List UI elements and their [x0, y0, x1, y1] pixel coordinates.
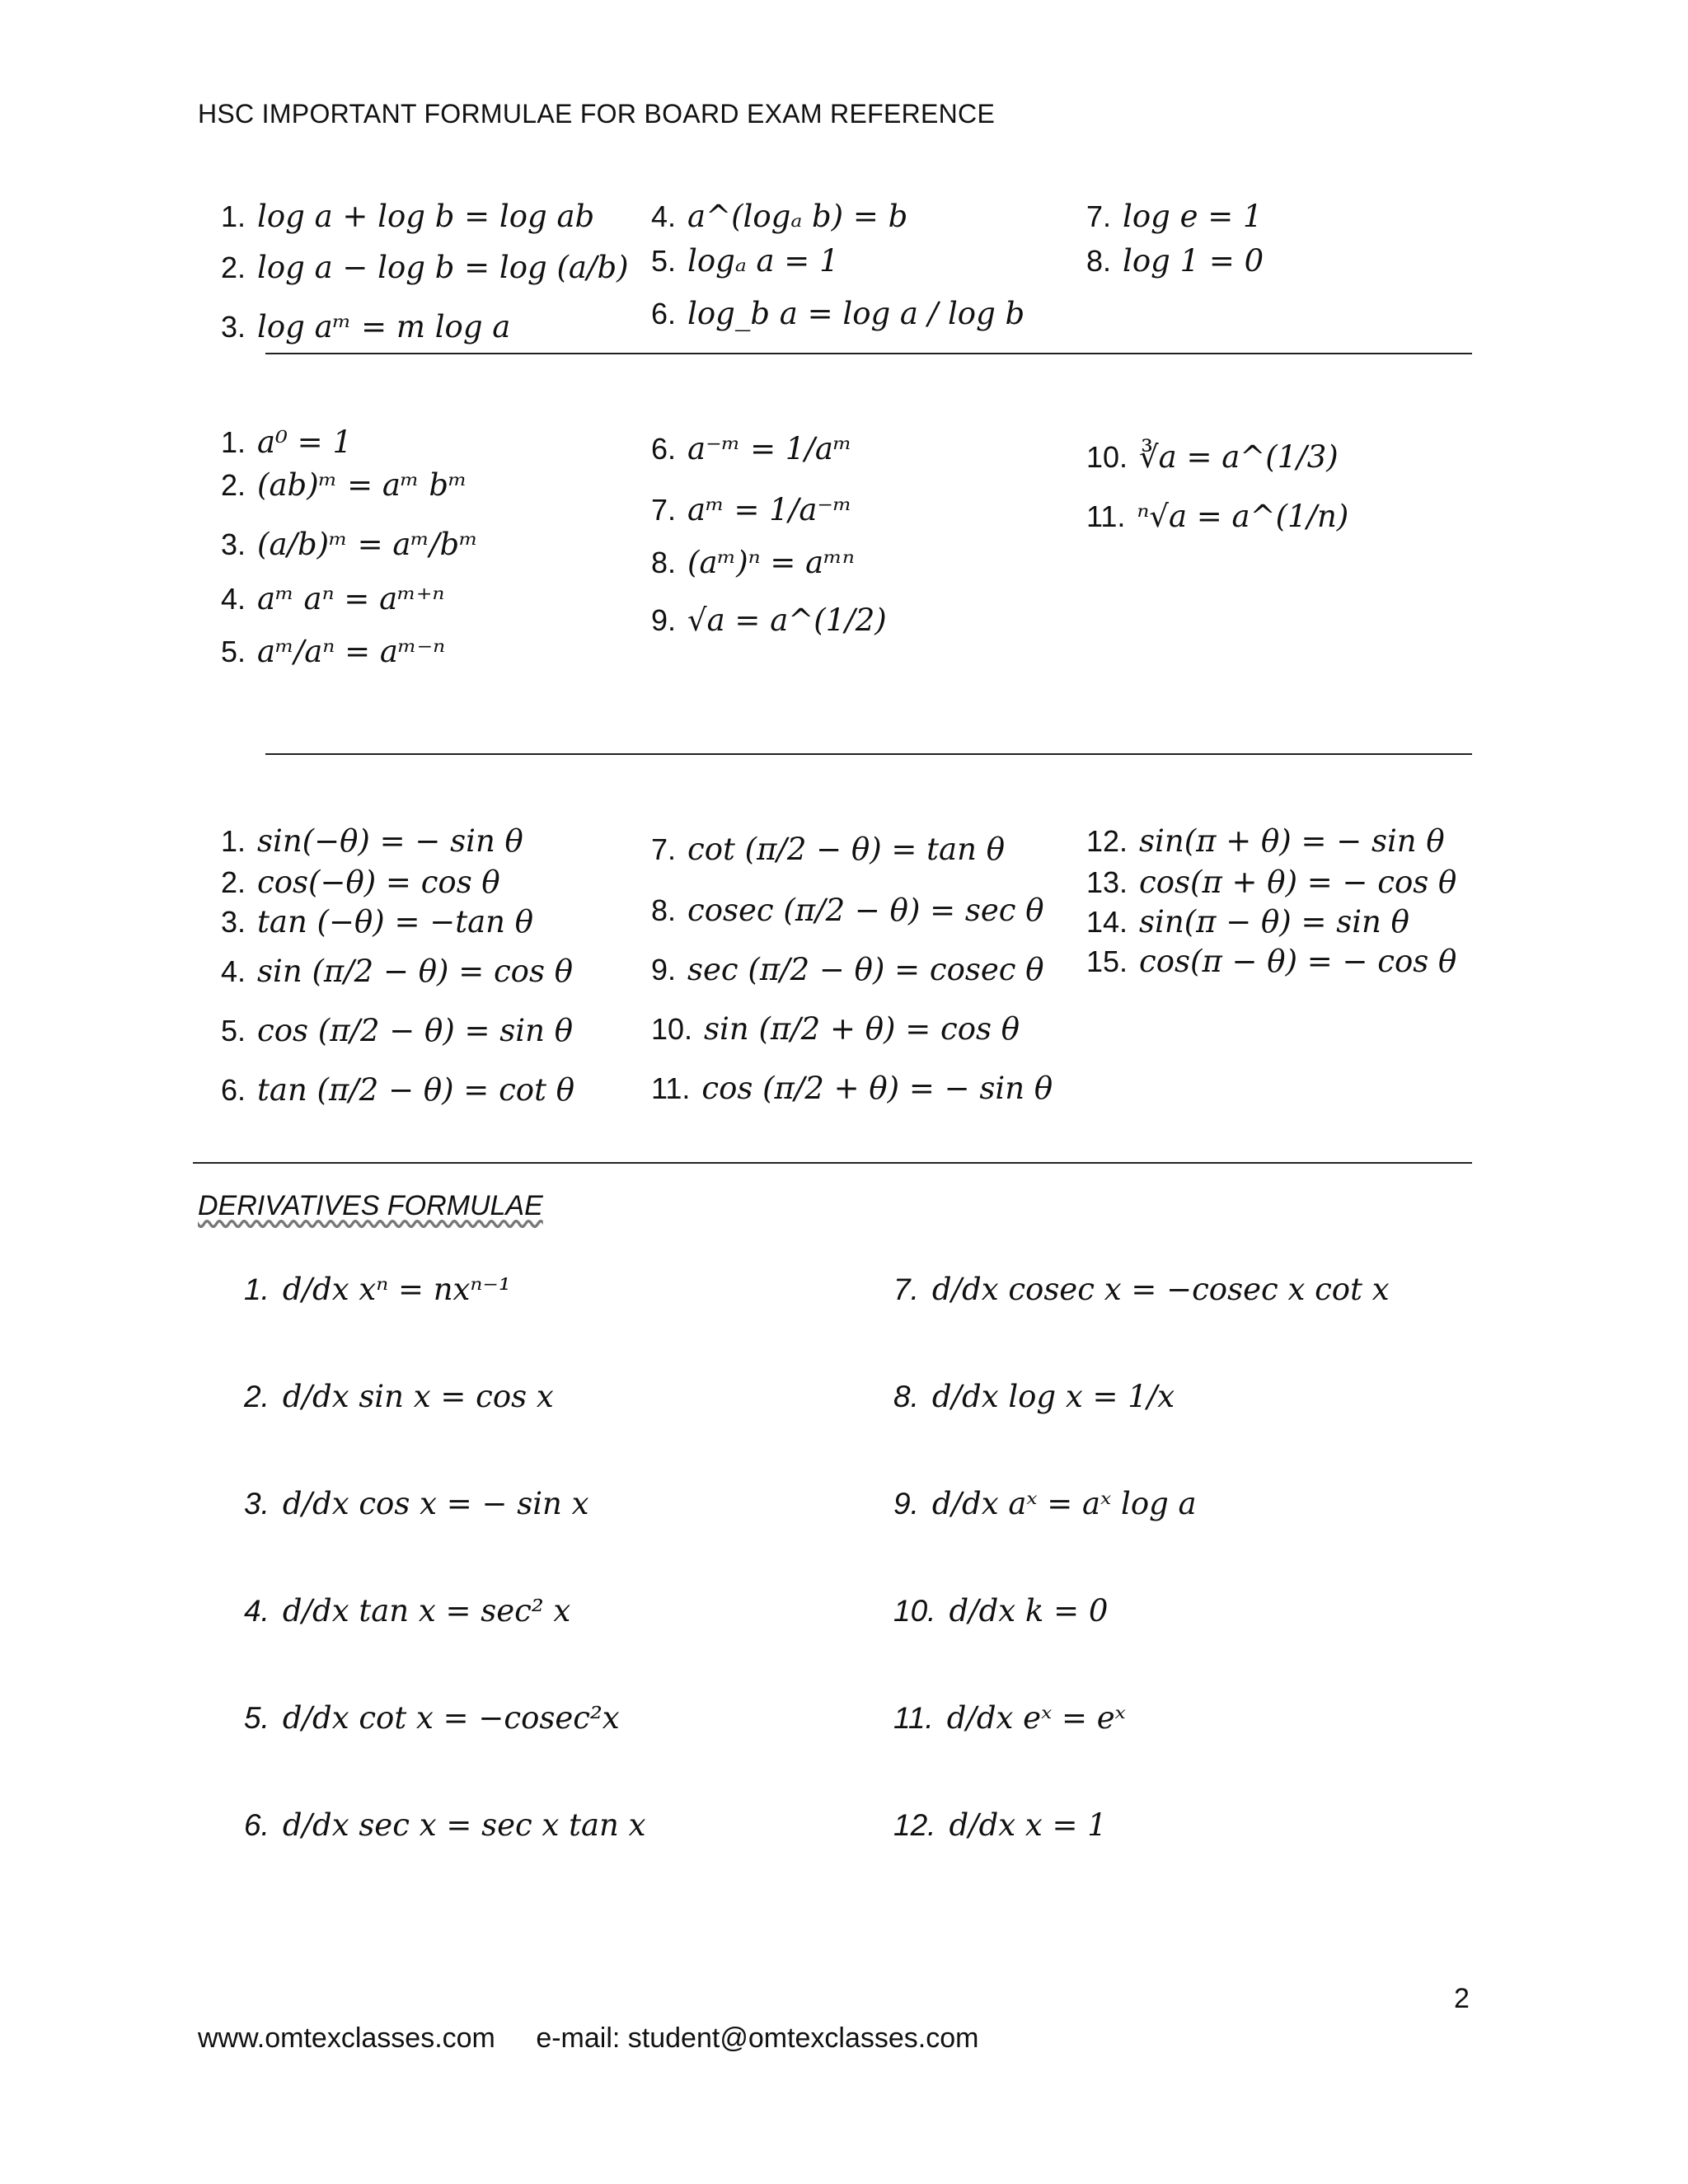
divider-line	[265, 753, 1472, 755]
log-formula-3: 3. log aᵐ = m log a	[221, 309, 511, 344]
index-formula-7: 7. aᵐ = 1/a⁻ᵐ	[651, 492, 852, 527]
derivative-formula-2: 2. d/dx sin x = cos x	[244, 1379, 554, 1414]
derivative-formula-3: 3. d/dx cos x = − sin x	[244, 1486, 589, 1521]
trig-formula-14: 14. sin(π − θ) = sin θ	[1086, 904, 1409, 940]
derivative-formula-5: 5. d/dx cot x = −cosec²x	[244, 1700, 620, 1736]
index-formula-11: 11. ⁿ√a = a^(1/n)	[1086, 499, 1349, 534]
log-formula-1: 1. log a + log b = log ab	[221, 199, 595, 234]
derivatives-title: DERIVATIVES FORMULAE	[198, 1190, 543, 1221]
index-formula-3: 3. (a/b)ᵐ = aᵐ/bᵐ	[221, 527, 478, 562]
log-formula-7: 7. log e = 1	[1086, 199, 1263, 234]
log-formula-8: 8. log 1 = 0	[1086, 243, 1264, 279]
trig-formula-5: 5. cos (π/2 − θ) = sin θ	[221, 1013, 573, 1048]
trig-formula-10: 10. sin (π/2 + θ) = cos θ	[651, 1011, 1020, 1047]
trig-formula-1: 1. sin(−θ) = − sin θ	[221, 823, 523, 859]
divider-line	[265, 353, 1472, 354]
trig-formula-13: 13. cos(π + θ) = − cos θ	[1086, 865, 1457, 900]
log-formula-6: 6. log_b a = log a / log b	[651, 296, 1025, 331]
index-formula-5: 5. aᵐ/aⁿ = aᵐ⁻ⁿ	[221, 634, 446, 669]
index-formula-6: 6. a⁻ᵐ = 1/aᵐ	[651, 431, 852, 466]
derivative-formula-6: 6. d/dx sec x = sec x tan x	[244, 1807, 646, 1843]
trig-formula-7: 7. cot (π/2 − θ) = tan θ	[651, 832, 1005, 867]
trig-formula-15: 15. cos(π − θ) = − cos θ	[1086, 944, 1457, 979]
trig-formula-4: 4. sin (π/2 − θ) = cos θ	[221, 954, 573, 989]
derivative-formula-10: 10. d/dx k = 0	[893, 1593, 1109, 1629]
index-formula-8: 8. (aᵐ)ⁿ = aᵐⁿ	[651, 545, 855, 580]
derivative-formula-11: 11. d/dx eˣ = eˣ	[893, 1700, 1126, 1736]
derivative-formula-9: 9. d/dx aˣ = aˣ log a	[893, 1486, 1197, 1521]
trig-formula-2: 2. cos(−θ) = cos θ	[221, 865, 500, 900]
index-formula-10: 10. ∛a = a^(1/3)	[1086, 439, 1339, 475]
derivative-formula-8: 8. d/dx log x = 1/x	[893, 1379, 1175, 1414]
log-formula-2: 2. log a − log b = log (a/b)	[221, 250, 629, 285]
footer-website[interactable]: www.omtexclasses.com	[198, 2022, 495, 2054]
footer-email[interactable]: e-mail: student@omtexclasses.com	[536, 2022, 979, 2054]
index-formula-4: 4. aᵐ aⁿ = aᵐ⁺ⁿ	[221, 581, 445, 616]
derivative-formula-4: 4. d/dx tan x = sec² x	[244, 1593, 571, 1629]
index-formula-1: 1. a⁰ = 1	[221, 424, 352, 460]
footer	[198, 2022, 1011, 2055]
derivative-formula-12: 12. d/dx x = 1	[893, 1807, 1107, 1843]
trig-formula-8: 8. cosec (π/2 − θ) = sec θ	[651, 893, 1044, 928]
trig-formula-9: 9. sec (π/2 − θ) = cosec θ	[651, 952, 1044, 987]
index-formula-9: 9. √a = a^(1/2)	[651, 602, 887, 638]
page-number: 2	[1454, 1983, 1470, 2014]
trig-formula-12: 12. sin(π + θ) = − sin θ	[1086, 823, 1445, 859]
derivative-formula-1: 1. d/dx xⁿ = nxⁿ⁻¹	[244, 1272, 511, 1307]
log-formula-4: 4. a^(logₐ b) = b	[651, 199, 908, 234]
trig-formula-3: 3. tan (−θ) = −tan θ	[221, 904, 534, 940]
log-formula-5: 5. logₐ a = 1	[651, 243, 839, 279]
index-formula-2: 2. (ab)ᵐ = aᵐ bᵐ	[221, 467, 467, 503]
page-header: HSC IMPORTANT FORMULAE FOR BOARD EXAM REFERENCE	[198, 99, 996, 129]
divider-line	[193, 1162, 1472, 1164]
trig-formula-11: 11. cos (π/2 + θ) = − sin θ	[651, 1071, 1053, 1106]
derivative-formula-7: 7. d/dx cosec x = −cosec x cot x	[893, 1272, 1390, 1307]
trig-formula-6: 6. tan (π/2 − θ) = cot θ	[221, 1072, 574, 1108]
